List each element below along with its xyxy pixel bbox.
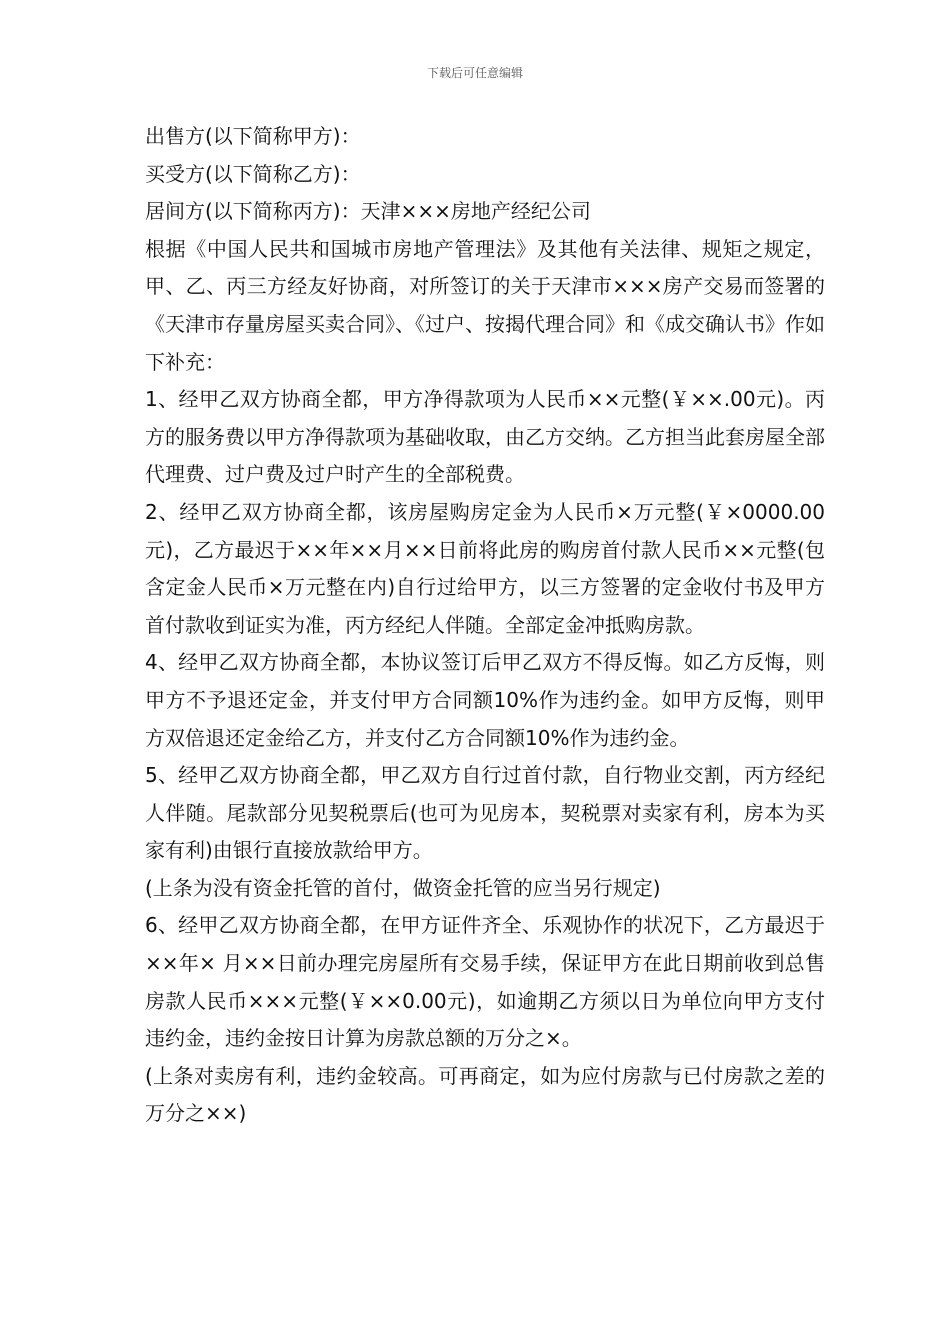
clause-2: 2、经甲乙双方协商全都，该房屋购房定金为人民币×万元整(￥×0000.00元)，乙方最迟于××年××月××日前将此房的购房首付款人民币××元整(包含定金人民币×万元整在内)自行过给甲方，以三方签署的定金收付书及甲方首付款收到证实为准，丙方经纪人伴随。全部定金冲抵购房款。	[145, 499, 825, 637]
clause-1: 1、经甲乙双方协商全都，甲方净得款项为人民币××元整(￥××.00元)。丙方的服务费以甲方净得款项为基础收取，由乙方交纳。乙方担当此套房屋全部代理费、过户费及过户时产生的全部税费。	[145, 387, 825, 487]
broker-line: 居间方(以下简称丙方)：天津×××房地产经纪公司	[145, 199, 591, 224]
document-body	[145, 118, 825, 1133]
page-header-note: 下载后可任意编辑	[426, 66, 523, 80]
clause-6: 6、经甲乙双方协商全都，在甲方证件齐全、乐观协作的状况下，乙方最迟于××年× 月××日前办理完房屋所有交易手续，保证甲方在此日期前收到总售房款人民币×××元整(￥××0.00元)，如逾期乙方须以日为单位向甲方支付违约金，违约金按日计算为房款总额的万分之×。	[145, 913, 825, 1051]
clause-6-note: (上条对卖房有利，违约金较高。可再商定，如为应付房款与已付房款之差的万分之××)	[145, 1063, 825, 1126]
clause-4: 4、经甲乙双方协商全都，本协议签订后甲乙双方不得反悔。如乙方反悔，则甲方不予退还定金，并支付甲方合同额10%作为违约金。如甲方反悔，则甲方双倍退还定金给乙方，并支付乙方合同额10%作为违约金。	[145, 650, 825, 750]
buyer-line: 买受方(以下简称乙方)：	[145, 161, 361, 186]
clause-5: 5、经甲乙双方协商全都，甲乙双方自行过首付款，自行物业交割，丙方经纪人伴随。尾款部分见契税票后(也可为见房本，契税票对卖家有利，房本为买家有利)由银行直接放款给甲方。	[145, 763, 825, 863]
clause-5-note: (上条为没有资金托管的首付，做资金托管的应当另行规定)	[145, 875, 661, 900]
seller-line: 出售方(以下简称甲方)：	[145, 124, 361, 148]
preamble-paragraph: 根据《中国人民共和国城市房地产管理法》及其他有关法律、规矩之规定，甲、乙、丙三方经友好协商，对所签订的关于天津市×××房产交易而签署的《天津市存量房屋买卖合同》、《过户、按揭代理合同》和《成交确认书》作如下补充：	[145, 236, 825, 374]
